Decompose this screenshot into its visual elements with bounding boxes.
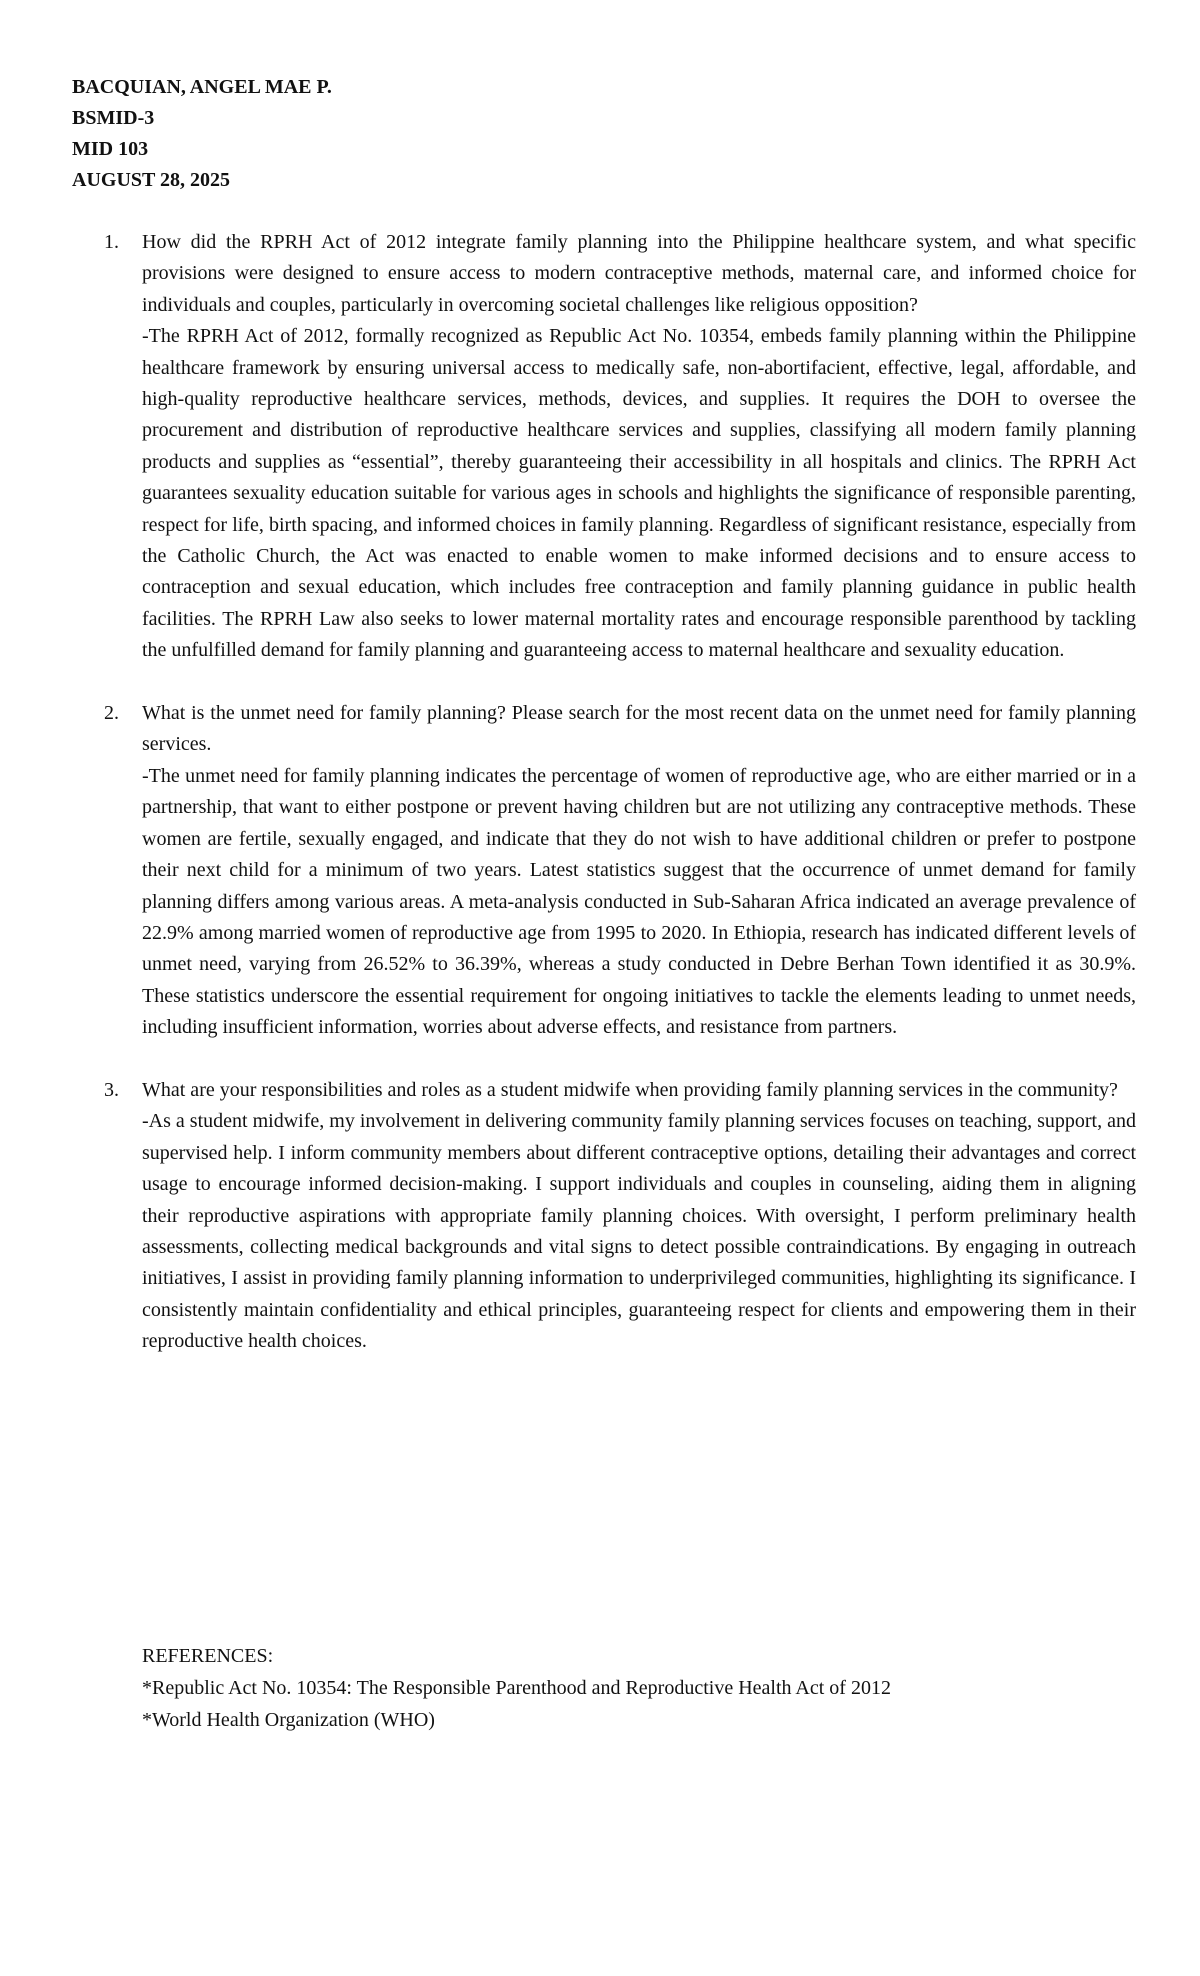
references-section <box>142 1640 891 1736</box>
question-list <box>72 227 1136 1389</box>
course-code: MID 103 <box>72 138 149 160</box>
student-name: BACQUIAN, ANGEL MAE P. <box>72 76 332 98</box>
question-number: 1. <box>104 231 119 253</box>
question-number: 2. <box>104 702 119 725</box>
student-section: BSMID-3 <box>72 107 155 129</box>
question-text: What are your responsibilities and roles as a student midwife when providing family planning services in the community? <box>142 1078 1118 1101</box>
student-header <box>72 72 332 196</box>
question-number: 3. <box>104 1078 119 1101</box>
submission-date: AUGUST 28, 2025 <box>72 169 230 191</box>
reference-item: *Republic Act No. 10354: The Responsible Parenthood and Reproductive Health Act of 2012 <box>142 1677 891 1699</box>
question-item-2 <box>72 698 1136 1043</box>
answer-text: -As a student midwife, my involvement in delivering community family planning services focuses on teaching, support, and supervised help. I inform community members about different contraceptive options, detailing their advantages and correct usage to encourage informed decision-making. I support individuals and couples in counseling, aiding them in aligning their reproductive aspirations with appropriate family planning choices. With oversight, I perform preliminary health assessments, collecting medical backgrounds and vital signs to detect possible contraindications. By engaging in outreach initiatives, I assist in providing family planning information to underprivileged communities, highlighting its significance. I consistently maintain confidentiality and ethical principles, guaranteeing respect for clients and empowering them in their reproductive health choices. <box>142 1110 1136 1353</box>
question-text: How did the RPRH Act of 2012 integrate family planning into the Philippine healthcare system, and what specific provisions were designed to ensure access to modern contraceptive methods, maternal care, and informed choice for individuals and couples, particularly in overcoming societal challenges like religious opposition? <box>142 231 1136 316</box>
question-item-3 <box>72 1075 1136 1358</box>
reference-item: *World Health Organization (WHO) <box>142 1709 435 1731</box>
question-text: What is the unmet need for family planning? Please search for the most recent data on the unmet need for family planning services. <box>142 702 1136 756</box>
answer-text: -The RPRH Act of 2012, formally recognized as Republic Act No. 10354, embeds family planning within the Philippine healthcare framework by ensuring universal access to medically safe, non-abortifacient, effective, legal, affordable, and high-quality reproductive healthcare services, methods, devices, and supplies. It requires the DOH to oversee the procurement and distribution of reproductive healthcare services and supplies, classifying all modern family planning products and supplies as “essential”, thereby guaranteeing their accessibility in all hospitals and clinics. The RPRH Act guarantees sexuality education suitable for various ages in schools and highlights the significance of responsible parenting, respect for life, birth spacing, and informed choices in family planning. Regardless of significant resistance, especially from the Catholic Church, the Act was enacted to enable women to make informed decisions and to ensure access to contraception and sexual education, which includes free contraception and family planning guidance in public health facilities. The RPRH Law also seeks to lower maternal mortality rates and encourage responsible parenthood by tackling the unfulfilled demand for family planning and guaranteeing access to maternal healthcare and sexuality education. <box>142 325 1136 662</box>
answer-text: -The unmet need for family planning indicates the percentage of women of reproductive age, who are either married or in a partnership, that want to either postpone or prevent having children but are not utilizing any contraceptive methods. These women are fertile, sexually engaged, and indicate that they do not wish to have additional children or prefer to postpone their next child for a minimum of two years. Latest statistics suggest that the occurrence of unmet demand for family planning differs among various areas. A meta-analysis conducted in Sub-Saharan Africa indicated an average prevalence of 22.9% among married women of reproductive age from 1995 to 2020. In Ethiopia, research has indicated different levels of unmet need, varying from 26.52% to 36.39%, whereas a study conducted in Debre Berhan Town identified it as 30.9%. These statistics underscore the essential requirement for ongoing initiatives to tackle the elements leading to unmet needs, including insufficient information, worries about adverse effects, and resistance from partners. <box>142 764 1136 1039</box>
references-heading: REFERENCES: <box>142 1645 274 1667</box>
question-item-1 <box>72 227 1136 667</box>
